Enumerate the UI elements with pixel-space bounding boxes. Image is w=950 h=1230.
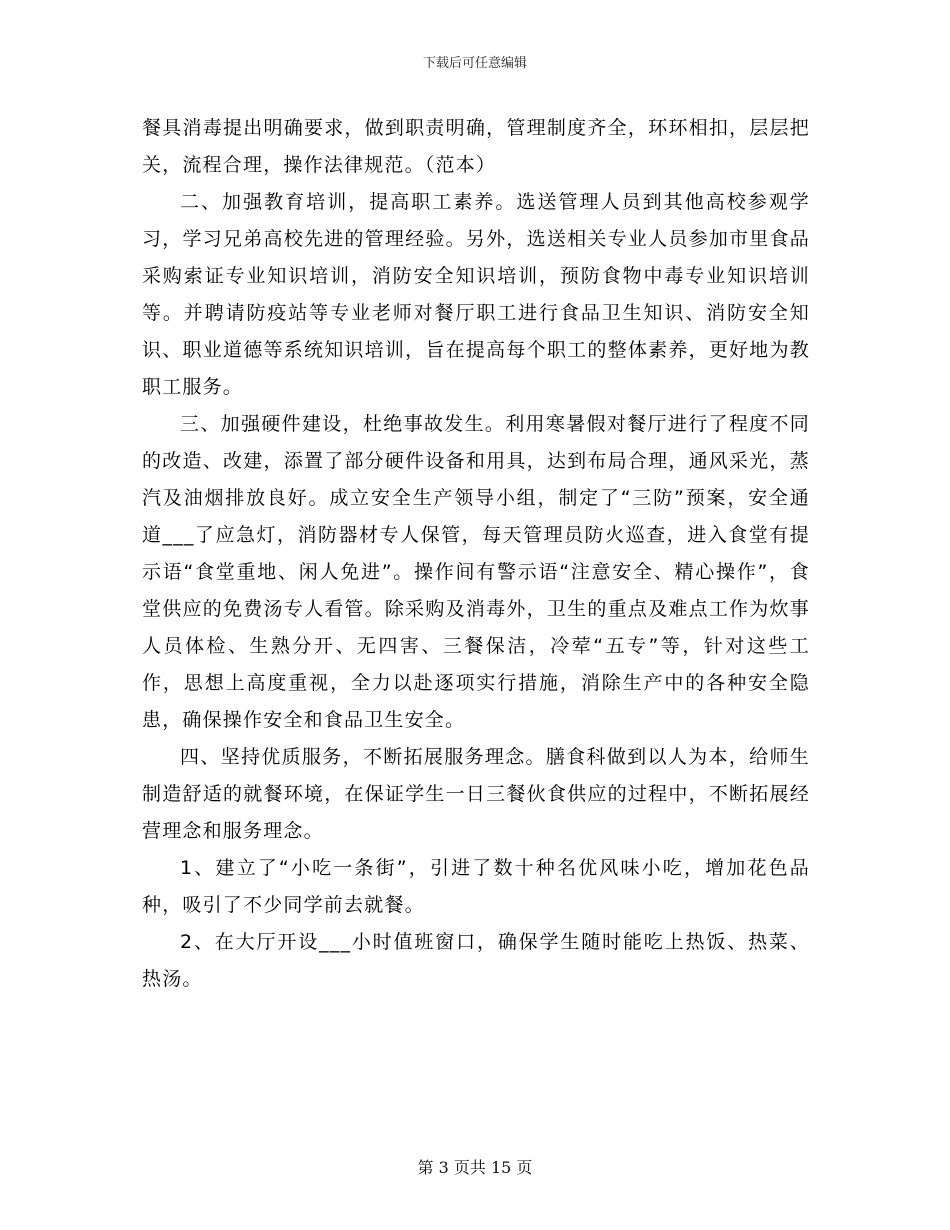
paragraph-continuation: 餐具消毒提出明确要求，做到职责明确，管理制度齐全，环环相扣，层层把关，流程合理，操作法律规范。（范本） [142, 117, 810, 176]
paragraph-section-4: 四、坚持优质服务，不断拓展服务理念。膳食科做到以人为本，给师生制造舒适的就餐环境，在保证学生一日三餐伙食供应的过程中，不断拓展经营理念和服务理念。 [142, 746, 810, 842]
paragraph-section-2: 二、加强教育培训，提高职工素养。选送管理人员到其他高校参观学习，学习兄弟高校先进的管理经验。另外，选送相关专业人员参加市里食品采购索证专业知识培训，消防安全知识培训，预防食物中毒专业知识培训等。并聘请防疫站等专业老师对餐厅职工进行食品卫生知识、消防安全知识、职业道德等系统知识培训，旨在提高每个职工的整体素养，更好地为教职工服务。 [142, 191, 810, 398]
page-number: 第 3 页共 15 页 [417, 1158, 533, 1177]
document-body [142, 110, 810, 998]
page-header: 下载后可任意编辑 [422, 56, 527, 71]
paragraph-item-1: 1、建立了“小吃一条街”，引进了数十种名优风味小吃，增加花色品种，吸引了不少同学前去就餐。 [142, 857, 810, 916]
paragraph-item-2: 2、在大厅开设___小时值班窗口，确保学生随时能吃上热饭、热菜、热汤。 [142, 931, 810, 990]
paragraph-section-3: 三、加强硬件建设，杜绝事故发生。利用寒暑假对餐厅进行了程度不同的改造、改建，添置了部分硬件设备和用具，达到布局合理，通风采光，蒸汽及油烟排放良好。成立安全生产领导小组，制定了“三防”预案，安全通道___了应急灯，消防器材专人保管，每天管理员防火巡查，进入食堂有提示语“食堂重地、闲人免进”。操作间有警示语“注意安全、精心操作”，食堂供应的免费汤专人看管。除采购及消毒外，卫生的重点及难点工作为炊事人员体检、生熟分开、无四害、三餐保洁，冷荤“五专”等，针对这些工作，思想上高度重视，全力以赴逐项实行措施，消除生产中的各种安全隐患，确保操作安全和食品卫生安全。 [142, 413, 810, 731]
